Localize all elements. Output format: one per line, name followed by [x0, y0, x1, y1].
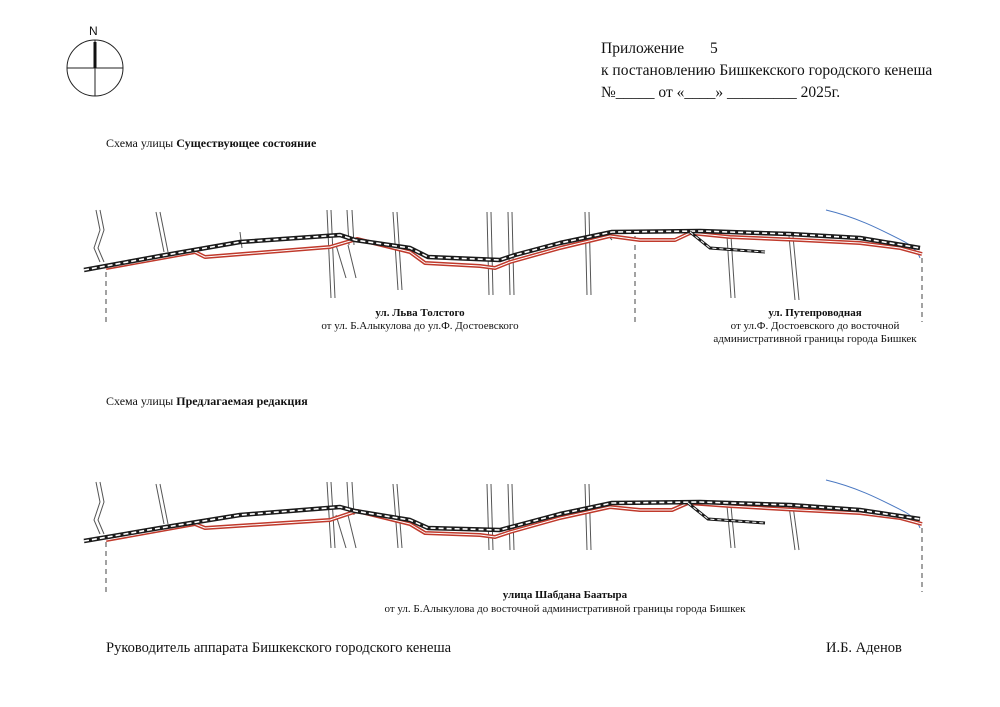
caption-existing-prefix: Схема улицы	[106, 136, 177, 150]
street-tolstogo-extent: от ул. Б.Алыкулова до ул.Ф. Достоевского	[321, 320, 519, 332]
caption-existing	[106, 136, 316, 151]
map-proposed	[84, 480, 922, 592]
north-label: N	[89, 24, 98, 38]
appendix-number: 5	[709, 40, 718, 57]
decree-line: к постановлению Бишкекского городского кенеша	[601, 62, 933, 79]
appendix-label: Приложение	[601, 40, 685, 57]
number-line: №_____ от «____» _________ 2025г.	[601, 84, 841, 101]
street-putoprovodnaya-extent-2: административной границы города Бишкек	[713, 333, 917, 345]
caption-proposed-bold: Предлагаемая редакция	[176, 394, 308, 408]
street-tolstogo-name: ул. Льва Толстого	[375, 307, 465, 319]
appendix-heading	[601, 40, 718, 58]
street-putoprovodnaya-extent-1: от ул.Ф. Достоевского до восточной	[730, 320, 900, 332]
map-existing	[84, 210, 922, 322]
street-shabdana-name: улица Шабдана Баатыра	[502, 589, 628, 601]
caption-existing-bold: Существующее состояние	[176, 136, 317, 150]
street-shabdana-extent: от ул. Б.Алыкулова до восточной административной границы города Бишкек	[384, 603, 746, 615]
caption-proposed	[106, 394, 308, 409]
footer-position: Руководитель аппарата Бишкекского городского кенеша	[106, 640, 452, 656]
street-putoprovodnaya-name: ул. Путепроводная	[768, 307, 862, 319]
north-arrow-icon	[67, 40, 123, 96]
footer-signatory: И.Б. Аденов	[826, 640, 902, 656]
caption-proposed-prefix: Схема улицы	[106, 394, 177, 408]
